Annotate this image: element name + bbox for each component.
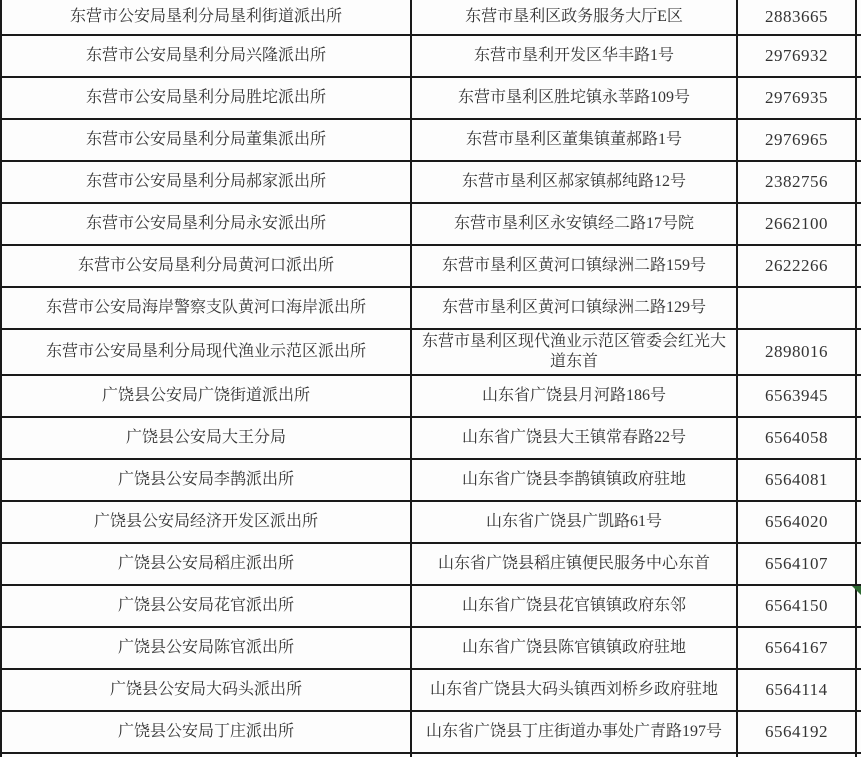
phone-cell: 6564150 bbox=[737, 585, 856, 627]
edge-sliver-cell bbox=[856, 0, 861, 35]
address-cell: 东营市垦利区永安镇经二路17号院 bbox=[411, 203, 737, 245]
table-row bbox=[1, 0, 861, 35]
edge-sliver-cell bbox=[856, 753, 861, 757]
table-row bbox=[1, 375, 861, 417]
station-name-cell: 广饶县公安局大码头派出所 bbox=[1, 669, 411, 711]
phone-cell: 2622266 bbox=[737, 245, 856, 287]
address-cell: 山东省广饶县大码头镇西刘桥乡政府驻地 bbox=[411, 669, 737, 711]
station-name-cell: 广饶县公安局稻庄派出所 bbox=[1, 543, 411, 585]
table-row bbox=[1, 585, 861, 627]
address-cell: 东营市垦利区现代渔业示范区管委会红光大道东首 bbox=[411, 329, 737, 375]
station-name-cell: 东营市公安局垦利分局黄河口派出所 bbox=[1, 245, 411, 287]
phone-cell: 6564107 bbox=[737, 543, 856, 585]
phone-cell: 6564114 bbox=[737, 669, 856, 711]
phone-cell: 2382756 bbox=[737, 161, 856, 203]
station-name-cell: 广饶县公安局广饶街道派出所 bbox=[1, 375, 411, 417]
station-name-cell: 东营市公安局垦利分局永安派出所 bbox=[1, 203, 411, 245]
station-name-cell: 东营市公安局垦利分局董集派出所 bbox=[1, 119, 411, 161]
address-cell: 山东省广饶县月河路186号 bbox=[411, 375, 737, 417]
station-name-cell: 广饶县公安局李鹊派出所 bbox=[1, 459, 411, 501]
edge-sliver-cell bbox=[856, 375, 861, 417]
phone-cell: 2976965 bbox=[737, 119, 856, 161]
address-cell: 东营市垦利区郝家镇郝纯路12号 bbox=[411, 161, 737, 203]
address-cell: 东营市垦利区董集镇董郝路1号 bbox=[411, 119, 737, 161]
edge-sliver-cell bbox=[856, 669, 861, 711]
edge-sliver-cell bbox=[856, 711, 861, 753]
table-row bbox=[1, 543, 861, 585]
station-name-cell: 东营市公安局垦利分局郝家派出所 bbox=[1, 161, 411, 203]
edge-sliver-cell bbox=[856, 119, 861, 161]
station-name-cell: 广饶县公安局大王分局 bbox=[1, 417, 411, 459]
address-cell: 东营市垦利区黄河口镇绿洲二路159号 bbox=[411, 245, 737, 287]
address-cell: 东营市垦利区胜坨镇永莘路109号 bbox=[411, 77, 737, 119]
station-name-cell bbox=[1, 753, 411, 757]
table-row bbox=[1, 245, 861, 287]
station-name-cell: 广饶县公安局陈官派出所 bbox=[1, 627, 411, 669]
station-name-cell: 东营市公安局垦利分局垦利街道派出所 bbox=[1, 0, 411, 35]
phone-cell: 6564081 bbox=[737, 459, 856, 501]
table-row bbox=[1, 417, 861, 459]
address-cell: 东营市垦利区政务服务大厅E区 bbox=[411, 0, 737, 35]
phone-cell: 6564020 bbox=[737, 501, 856, 543]
address-cell: 山东省广饶县大王镇常春路22号 bbox=[411, 417, 737, 459]
table-row bbox=[1, 287, 861, 329]
edge-sliver-cell bbox=[856, 77, 861, 119]
address-cell: 山东省广饶县丁庄街道办事处广青路197号 bbox=[411, 711, 737, 753]
station-name-cell: 东营市公安局海岸警察支队黄河口海岸派出所 bbox=[1, 287, 411, 329]
phone-cell: 6563945 bbox=[737, 375, 856, 417]
edge-sliver-cell bbox=[856, 543, 861, 585]
edge-sliver-cell bbox=[856, 417, 861, 459]
address-cell: 山东省广饶县陈官镇镇政府驻地 bbox=[411, 627, 737, 669]
phone-cell: 2976935 bbox=[737, 77, 856, 119]
edge-sliver-cell bbox=[856, 627, 861, 669]
table-row bbox=[1, 459, 861, 501]
station-name-cell: 东营市公安局垦利分局现代渔业示范区派出所 bbox=[1, 329, 411, 375]
partial-empty-row bbox=[1, 753, 861, 757]
table-row bbox=[1, 711, 861, 753]
phone-cell: 6564058 bbox=[737, 417, 856, 459]
edge-sliver-cell bbox=[856, 329, 861, 375]
edge-sliver-cell bbox=[856, 459, 861, 501]
green-corner-marker bbox=[852, 586, 861, 595]
table-row bbox=[1, 77, 861, 119]
address-cell: 山东省广饶县广凯路61号 bbox=[411, 501, 737, 543]
table-row bbox=[1, 119, 861, 161]
table-row bbox=[1, 35, 861, 77]
table-row bbox=[1, 161, 861, 203]
edge-sliver-cell bbox=[856, 245, 861, 287]
table-row bbox=[1, 669, 861, 711]
edge-sliver-cell bbox=[856, 35, 861, 77]
station-name-cell: 东营市公安局垦利分局胜坨派出所 bbox=[1, 77, 411, 119]
address-cell: 山东省广饶县李鹊镇镇政府驻地 bbox=[411, 459, 737, 501]
address-cell: 东营市垦利开发区华丰路1号 bbox=[411, 35, 737, 77]
phone-cell: 2662100 bbox=[737, 203, 856, 245]
table-row bbox=[1, 627, 861, 669]
edge-sliver-cell bbox=[856, 161, 861, 203]
edge-sliver-cell bbox=[856, 203, 861, 245]
address-cell: 东营市垦利区黄河口镇绿洲二路129号 bbox=[411, 287, 737, 329]
phone-cell: 2898016 bbox=[737, 329, 856, 375]
phone-cell: 6564167 bbox=[737, 627, 856, 669]
phone-cell: 6564192 bbox=[737, 711, 856, 753]
address-cell bbox=[411, 753, 737, 757]
table-row bbox=[1, 203, 861, 245]
phone-cell: 2883665 bbox=[737, 0, 856, 35]
station-name-cell: 广饶县公安局丁庄派出所 bbox=[1, 711, 411, 753]
table-body bbox=[1, 0, 861, 757]
table-row bbox=[1, 329, 861, 375]
phone-cell bbox=[737, 753, 856, 757]
table-row bbox=[1, 501, 861, 543]
address-cell: 山东省广饶县稻庄镇便民服务中心东首 bbox=[411, 543, 737, 585]
phone-cell bbox=[737, 287, 856, 329]
station-name-cell: 广饶县公安局经济开发区派出所 bbox=[1, 501, 411, 543]
edge-sliver-cell bbox=[856, 287, 861, 329]
station-name-cell: 广饶县公安局花官派出所 bbox=[1, 585, 411, 627]
phone-cell: 2976932 bbox=[737, 35, 856, 77]
station-name-cell: 东营市公安局垦利分局兴隆派出所 bbox=[1, 35, 411, 77]
address-cell: 山东省广饶县花官镇镇政府东邻 bbox=[411, 585, 737, 627]
edge-sliver-cell bbox=[856, 501, 861, 543]
